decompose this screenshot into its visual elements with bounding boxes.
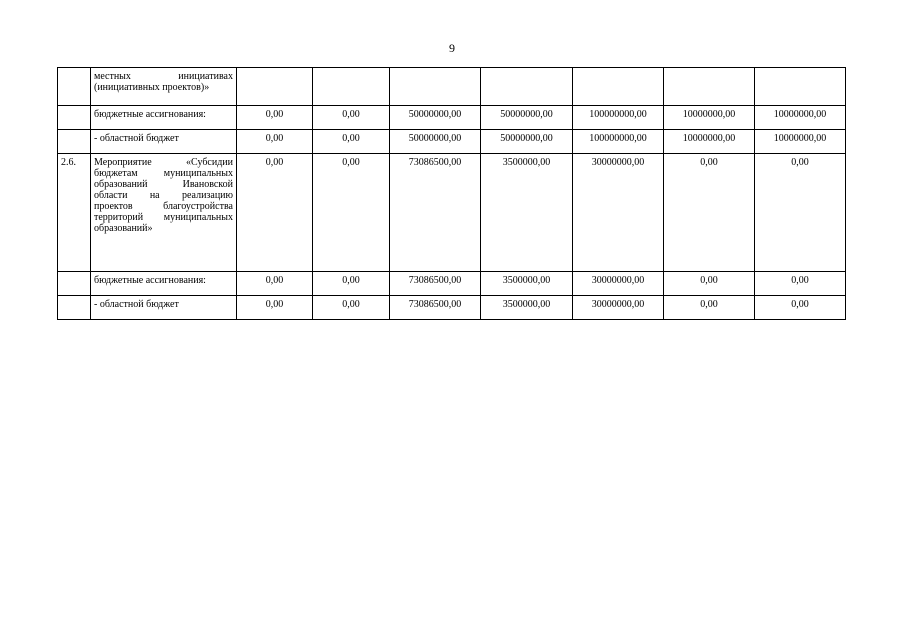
- value-cell: 0,00: [755, 272, 846, 296]
- table-row: [58, 272, 846, 296]
- value-cell: [237, 68, 313, 106]
- value-cell: 100000000,00: [573, 106, 664, 130]
- value-cell: 0,00: [237, 154, 313, 272]
- value-cell: [390, 68, 481, 106]
- value-cell: [573, 68, 664, 106]
- description-line: (инициативных проектов)»: [94, 82, 210, 93]
- value-cell: 10000000,00: [755, 106, 846, 130]
- row-description-cell: Мероприятие «Субсидии бюджетам муниципальных образований Ивановской области на реализацию проектов благоустройства территорий муниципальных образований»: [91, 154, 237, 272]
- row-index-cell: [58, 130, 91, 154]
- table-body: [58, 68, 846, 320]
- value-cell: 10000000,00: [755, 130, 846, 154]
- row-index-cell: [58, 296, 91, 320]
- description-line: местных инициативах: [94, 71, 233, 82]
- value-cell: 0,00: [313, 130, 390, 154]
- row-description-cell: бюджетные ассигнования:: [91, 106, 237, 130]
- row-index-cell: [58, 106, 91, 130]
- value-cell: 30000000,00: [573, 272, 664, 296]
- value-cell: 3500000,00: [481, 154, 573, 272]
- value-cell: 73086500,00: [390, 154, 481, 272]
- value-cell: 0,00: [237, 130, 313, 154]
- row-index-cell: 2.6.: [58, 154, 91, 272]
- value-cell: 30000000,00: [573, 154, 664, 272]
- value-cell: 0,00: [313, 106, 390, 130]
- table-row: [58, 296, 846, 320]
- budget-table: [57, 67, 846, 320]
- value-cell: 0,00: [664, 154, 755, 272]
- row-index-cell: [58, 272, 91, 296]
- value-cell: 0,00: [313, 272, 390, 296]
- value-cell: 10000000,00: [664, 106, 755, 130]
- value-cell: 10000000,00: [664, 130, 755, 154]
- value-cell: 50000000,00: [481, 106, 573, 130]
- table-row: [58, 154, 846, 272]
- value-cell: 50000000,00: [390, 130, 481, 154]
- value-cell: 30000000,00: [573, 296, 664, 320]
- table-row: [58, 106, 846, 130]
- value-cell: 0,00: [755, 154, 846, 272]
- row-description-cell: - областной бюджет: [91, 296, 237, 320]
- value-cell: 0,00: [237, 106, 313, 130]
- value-cell: 0,00: [313, 154, 390, 272]
- value-cell: 73086500,00: [390, 272, 481, 296]
- row-description-cell: бюджетные ассигнования:: [91, 272, 237, 296]
- value-cell: 0,00: [664, 272, 755, 296]
- table-row: [58, 130, 846, 154]
- value-cell: 50000000,00: [390, 106, 481, 130]
- value-cell: 0,00: [755, 296, 846, 320]
- value-cell: 0,00: [237, 272, 313, 296]
- table-row: [58, 68, 846, 106]
- value-cell: 100000000,00: [573, 130, 664, 154]
- value-cell: [481, 68, 573, 106]
- value-cell: 0,00: [237, 296, 313, 320]
- page-number: 9: [449, 41, 455, 55]
- row-index-cell: [58, 68, 91, 106]
- row-description-cell: [91, 68, 237, 106]
- value-cell: [664, 68, 755, 106]
- value-cell: 0,00: [313, 296, 390, 320]
- value-cell: [313, 68, 390, 106]
- value-cell: 50000000,00: [481, 130, 573, 154]
- value-cell: 3500000,00: [481, 272, 573, 296]
- value-cell: 3500000,00: [481, 296, 573, 320]
- value-cell: 73086500,00: [390, 296, 481, 320]
- value-cell: [755, 68, 846, 106]
- value-cell: 0,00: [664, 296, 755, 320]
- row-description-cell: - областной бюджет: [91, 130, 237, 154]
